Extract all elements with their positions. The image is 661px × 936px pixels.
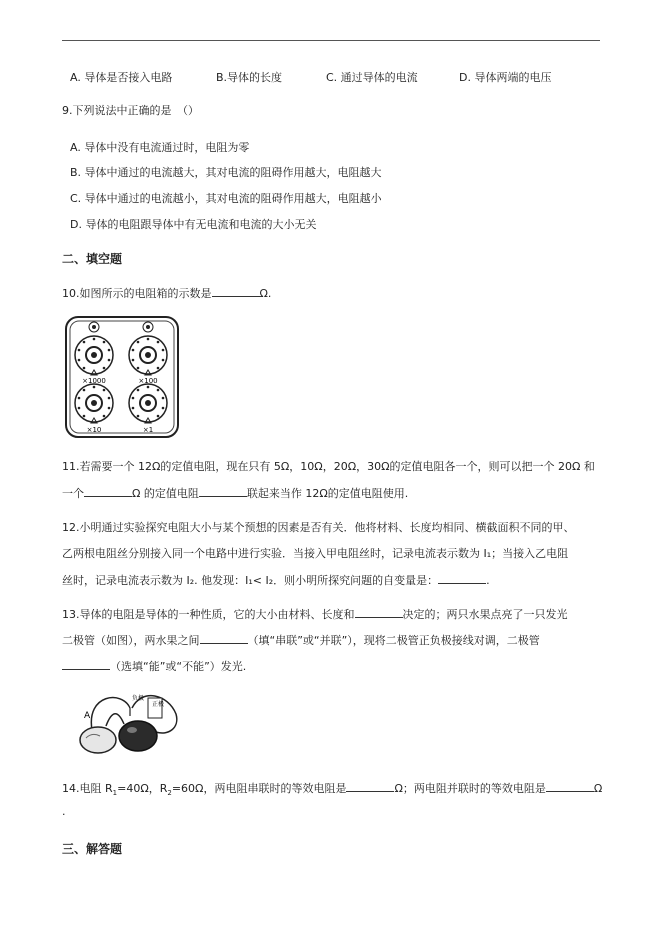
dial-100	[129, 336, 167, 374]
q12-line2: 乙两根电阻丝分别接入同一个电路中进行实验．当接入甲电阻丝时，记录电流表示数为 I₁；当接入乙电阻	[62, 547, 569, 560]
q9-option-d: D. 导体的电阻跟导体中有无电流和电流的大小无关	[70, 218, 317, 231]
label-x1000: ×1000	[82, 377, 106, 385]
label-negative: 负极	[132, 695, 145, 702]
fruit-battery-figure	[72, 684, 184, 756]
q8-option-d: D. 导体两端的电压	[459, 71, 552, 84]
q10-blank	[212, 286, 260, 297]
q8-option-c: C. 通过导体的电流	[326, 71, 418, 84]
dial-1	[129, 384, 167, 422]
header-rule	[62, 40, 600, 41]
q13-l2-b: （填“串联”或“并联”），现将二极管正负极接线对调，二极管	[247, 634, 540, 647]
fruit-label-a: A	[84, 711, 91, 721]
q9-stem: 9.下列说法中正确的是 （）	[62, 104, 199, 117]
q14-sub1: 1	[112, 789, 118, 798]
resistor-box-figure	[64, 315, 180, 439]
q12-line1: 12.小明通过实验探究电阻大小与某个预想的因素是否有关．他将材料、长度均相同、横截面积不同的甲、	[62, 521, 575, 534]
q11-l2-b: Ω 的定值电阻	[132, 487, 199, 500]
section-title-fill-blank: 二、填空题	[62, 252, 123, 266]
q13-line3	[62, 659, 246, 674]
q13-l2-a: 二极管（如图），两水果之间	[62, 634, 200, 647]
q8-option-a: A. 导体是否接入电路	[70, 71, 173, 84]
q13-line1	[62, 607, 568, 622]
label-positive: 正极	[152, 701, 165, 708]
q10-pre: 10.如图所示的电阻箱的示数是	[62, 287, 212, 300]
label-x1: ×1	[142, 426, 154, 434]
q12-l3-a: 丝时，记录电流表示数为 I₂. 他发现：I₁< I₂．则小明所探究问题的自变量是：	[62, 574, 439, 587]
q13-l1-a: 13.导体的电阻是导体的一种性质，它的大小由材料、长度和	[62, 608, 355, 621]
q14-blank-2	[546, 781, 594, 792]
q13-blank-3	[62, 659, 110, 670]
q14-p1: 14.电阻 R	[62, 782, 113, 795]
q12-blank	[438, 573, 486, 584]
q14-p4: Ω；两电阻并联时的等效电阻是	[394, 782, 546, 795]
section-title-answer: 三、解答题	[62, 842, 123, 856]
q14-p3: =60Ω，两电阻串联时的等效电阻是	[171, 782, 347, 795]
q13-l1-b: 决定的；两只水果点亮了一只发光	[402, 608, 568, 621]
q14-p2: =40Ω，R	[117, 782, 168, 795]
q12-l3-b: .	[486, 574, 490, 587]
q13-blank-1	[355, 607, 403, 618]
q9-option-c: C. 导体中通过的电流越小，其对电流的阻碍作用越大，电阻越小	[70, 192, 382, 205]
q14-blank-1	[346, 781, 394, 792]
q11-l2-a: 一个	[62, 487, 84, 500]
q14-tail: .	[62, 805, 66, 818]
q11-line1: 11.若需要一个 12Ω的定值电阻，现在只有 5Ω，10Ω，20Ω，30Ω的定值电阻各一个，则可以把一个 20Ω 和	[62, 460, 595, 473]
q12-line3	[62, 573, 490, 588]
dial-10	[75, 384, 113, 422]
q14-p5: Ω	[593, 782, 603, 795]
q14-sub2: 2	[167, 789, 172, 798]
q9-option-b: B. 导体中通过的电流越大，其对电流的阻碍作用越大，电阻越大	[70, 166, 382, 179]
q11-blank-2	[199, 486, 247, 497]
dial-1000	[75, 336, 113, 374]
label-x100: ×100	[138, 377, 158, 385]
q13-line2	[62, 633, 540, 648]
q10-text	[62, 286, 271, 301]
label-x10: ×10	[86, 426, 102, 434]
q13-l3-b: （选填“能”或“不能”）发光.	[110, 660, 247, 673]
q14-text	[62, 781, 602, 800]
q8-option-b: B.导体的长度	[216, 71, 283, 84]
q9-option-a: A. 导体中没有电流通过时，电阻为零	[70, 141, 250, 154]
q11-l2-c: 联起来当作 12Ω的定值电阻使用.	[246, 487, 409, 500]
q11-line2	[62, 486, 408, 501]
q13-blank-2	[200, 633, 248, 644]
q10-post: Ω.	[259, 287, 272, 300]
q11-blank-1	[84, 486, 132, 497]
